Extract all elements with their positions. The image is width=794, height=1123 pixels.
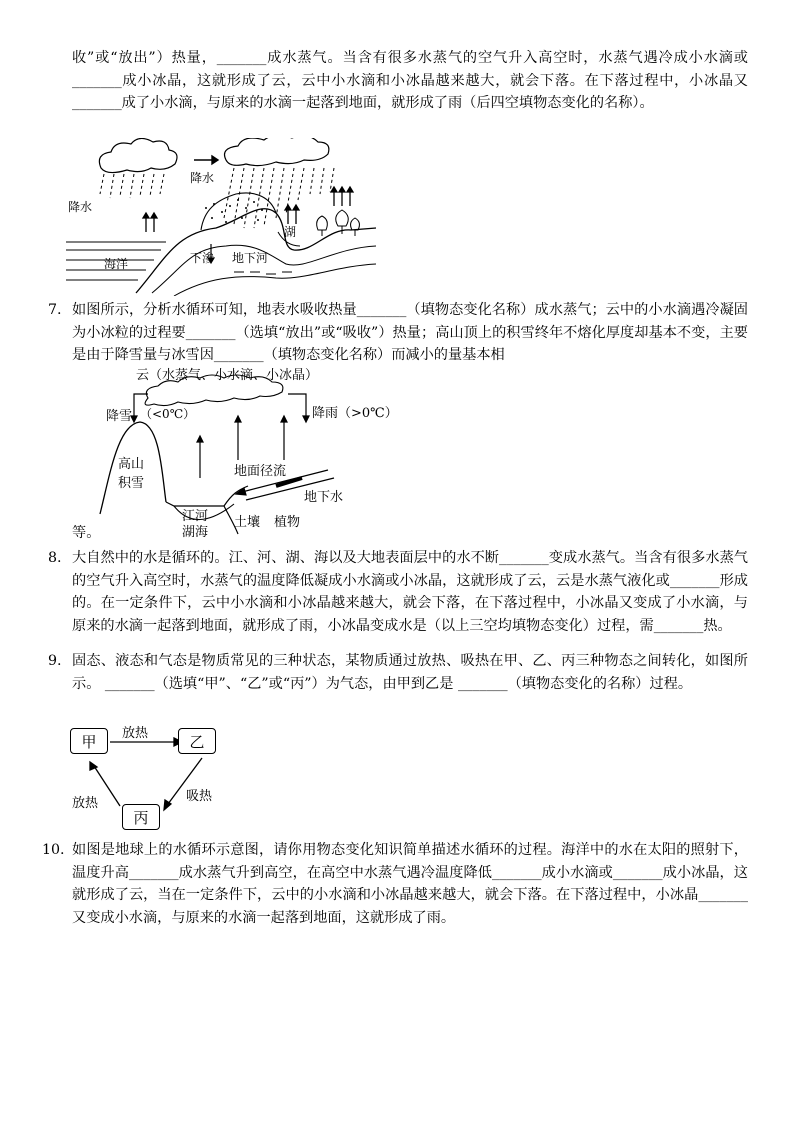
- label-infiltration: 下渗: [190, 251, 215, 265]
- underground-flow-lines: [234, 272, 292, 274]
- runoff-label: 地面径流: [234, 464, 287, 479]
- question-7: [48, 299, 748, 367]
- label-lake: 湖: [284, 225, 297, 239]
- label-release-heat-left: 放热: [72, 796, 99, 811]
- question-10-text: 如图是地球上的水循环示意图，请你用物态变化知识简单描述水循环的过程。海洋中的水在太阳的照射下，温度升高_______成水蒸气升到高空，在高空中水蒸气遇冷温度降低_______成小水滴或_______成小冰晶，这就形成了云，当在一定条件下，云中的小水滴和小冰晶越来越大，就会下落。在下落过程中，小冰晶_______又变成小水滴，与原来的水滴一起落到地面，这就形成了雨。: [72, 842, 748, 926]
- rain-right: [224, 168, 334, 228]
- water-cycle-landscape-figure: [66, 138, 376, 296]
- label-underground-river: 地下河: [232, 251, 269, 265]
- label-ocean: 海洋: [104, 257, 129, 271]
- question-number: 7.: [48, 302, 62, 318]
- snow-label: 降雪: [106, 409, 133, 424]
- question-8: [48, 547, 748, 637]
- label-absorb-heat: 吸热: [186, 789, 213, 804]
- snow-temp-label: （<0℃）: [140, 407, 196, 421]
- mountain-label-2: 积雪: [118, 476, 145, 491]
- lake-label-2: 湖海: [182, 525, 209, 540]
- rain-label: 降雨（>0℃）: [312, 406, 398, 421]
- state-box-jia: 甲: [70, 728, 108, 754]
- state-box-bing: 丙: [122, 804, 160, 830]
- label-precipitation-left: 降水: [68, 200, 93, 214]
- cloud-label: 云（水蒸气、小水滴、小冰晶）: [136, 368, 319, 383]
- soil-label: 土壤: [234, 515, 261, 530]
- groundwater-label: 地下水: [304, 490, 344, 505]
- question-9-text: 固态、液态和气态是物质常见的三种状态，某物质通过放热、吸热在甲、乙、丙三种物态之间转化，如图所示。 _______（选填“甲”、“乙”或“丙”）为气态，由甲到乙是 _______（填物态变化的名称）过程。: [72, 653, 748, 692]
- cloud-left: [99, 138, 177, 172]
- label-precipitation-top: 降水: [190, 171, 215, 185]
- lake-label-1: 江河: [182, 509, 209, 524]
- cloud-right: [225, 138, 329, 166]
- question-number: 8.: [48, 550, 62, 566]
- mountain-label-1: 高山: [118, 457, 145, 472]
- rain-left: [100, 174, 164, 198]
- question-8-text: 大自然中的水是循环的。江、河、湖、海以及大地表面层中的水不断_______变成水蒸气。当含有很多水蒸气的空气升入高空时，水蒸气的温度降低凝成小水滴或小冰晶，这就形成了云，云是水蒸气液化或_______形成的。在一定条件下，云中小水滴和小冰晶越来越大，就会下落，在下落过程中，小冰晶又变成了小水滴，与原来的水滴一起落到地面，就形成了雨，小冰晶变成水是（以上三空均填物态变化）过程，需_______热。: [72, 550, 748, 634]
- question-number: 9.: [48, 653, 62, 669]
- question-9: [48, 650, 748, 695]
- question-number: 10.: [42, 842, 65, 858]
- rain-arrow-icon: [288, 394, 309, 422]
- label-release-heat-top: 放热: [122, 726, 149, 741]
- paragraph-continuation: 收”或“放出”）热量，_______成水蒸气。当含有很多水蒸气的空气升入高空时，水蒸气遇冷成小水滴或 _______成小冰晶，这就形成了云，云中小水滴和小冰晶越来越大，就会下落。在下落过程中，小冰晶又 _______成了小水滴，与原来的水滴一起落到地面，就形成了雨（后四空填物态变化的名称）。: [72, 50, 748, 111]
- state-box-yi: 乙: [178, 728, 216, 754]
- arrow-right-icon: [194, 156, 218, 164]
- plant-label: 植物: [274, 515, 301, 530]
- state-transition-diagram: [70, 722, 230, 834]
- evaporation-arrows-left: [143, 213, 157, 232]
- question-7-ending: 等。: [72, 525, 101, 541]
- question-10: [42, 839, 748, 929]
- water-cycle-diagram: [96, 364, 416, 544]
- question-7-text: 如图所示，分析水循环可知，地表水吸收热量_______（填物态变化名称）成水蒸气；云中的小水滴遇冷凝固为小冰粒的过程要_______（选填“放出”或“吸收”）热量；高山顶上的积雪终年不熔化厚度却基本不变，主要是由于降雪量与冰雪因_______（填物态变化名称）而减小的量基本相: [72, 302, 748, 363]
- underground-layer: [174, 264, 376, 296]
